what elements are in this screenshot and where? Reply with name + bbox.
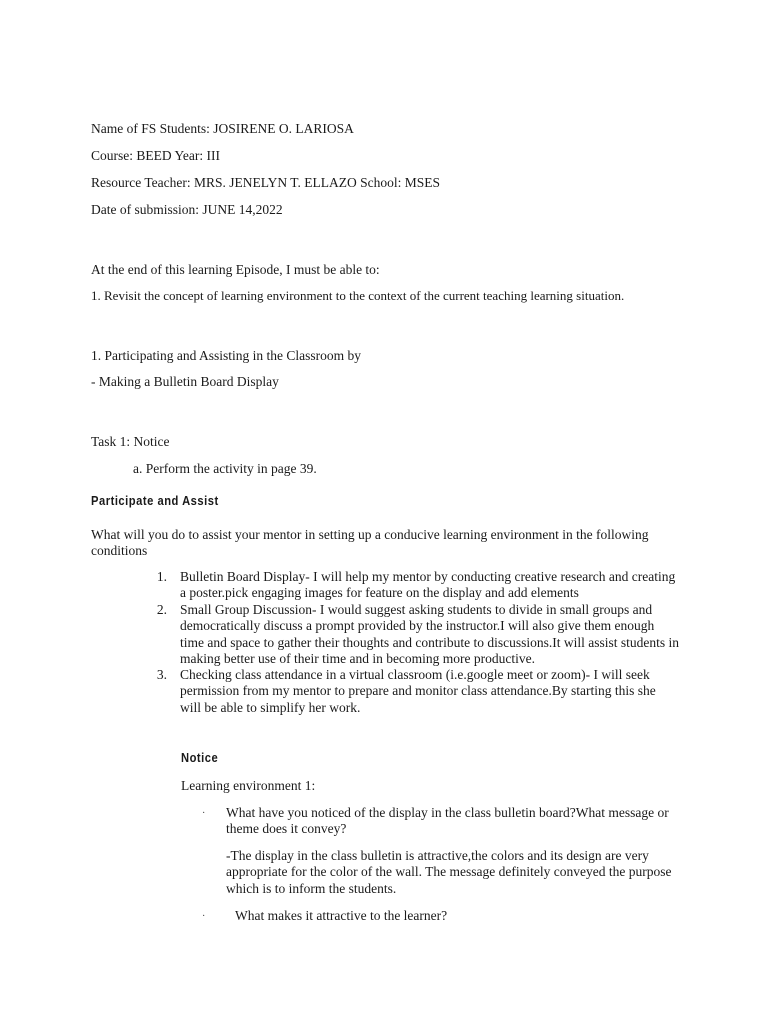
course-year-line: Course: BEED Year: III — [91, 148, 220, 163]
task-label: Task 1: Notice — [91, 434, 170, 449]
notice-heading: Notice — [181, 750, 219, 765]
learning-environment-label: Learning environment 1: — [181, 778, 316, 793]
notice-question-1: What have you noticed of the display in the class bulletin board?What message or theme does it convey? — [226, 805, 669, 837]
list-item-bulletin-board: Bulletin Board Display- I will help my mentor by conducting creative research and creating a poster.pick engaging images for feature on the display and add elements — [180, 569, 676, 601]
list-number: 2. — [156, 602, 167, 617]
objectives-intro: At the end of this learning Episode, I must be able to: — [91, 262, 380, 277]
task-instruction: a. Perform the activity in page 39. — [133, 461, 317, 476]
notice-answer-1: -The display in the class bulletin is attractive,the colors and its design are very appropriate for the color of the wall. The message definitely conveyed the purpose which is to inform the students. — [226, 848, 672, 896]
list-number: 3. — [156, 667, 167, 682]
notice-question-2: What makes it attractive to the learner? — [235, 908, 448, 923]
activity-subtitle: - Making a Bulletin Board Display — [91, 374, 279, 389]
list-number: 1. — [156, 569, 167, 584]
list-item-small-group: Small Group Discussion- I would suggest asking students to divide in small groups and democratically discuss a prompt provided by the instructor.I will also give them enough time and space to gather their thoughts and contribute to discussions.It will assist students in making better use of their time and in becoming more productive. — [180, 602, 680, 666]
activity-title: 1. Participating and Assisting in the Classroom by — [91, 348, 361, 363]
submission-date-line: Date of submission: JUNE 14,2022 — [91, 202, 283, 217]
student-name-line: Name of FS Students: JOSIRENE O. LARIOSA — [91, 121, 354, 136]
bullet-icon: · — [202, 808, 206, 819]
participate-assist-heading: Participate and Assist — [91, 493, 219, 508]
participate-question: What will you do to assist your mentor in setting up a conducive learning environment in the following conditions — [91, 527, 649, 559]
list-item-attendance: Checking class attendance in a virtual classroom (i.e.google meet or zoom)- I will seek permission from my mentor to prepare and monitor class attendance.By starting this she will be able to simplify her work. — [180, 667, 656, 715]
resource-teacher-line: Resource Teacher: MRS. JENELYN T. ELLAZO School: MSES — [91, 175, 441, 190]
bullet-icon: · — [202, 911, 206, 922]
objective-item-1: 1. Revisit the concept of learning environment to the context of the current teaching learning situation. — [91, 288, 625, 303]
